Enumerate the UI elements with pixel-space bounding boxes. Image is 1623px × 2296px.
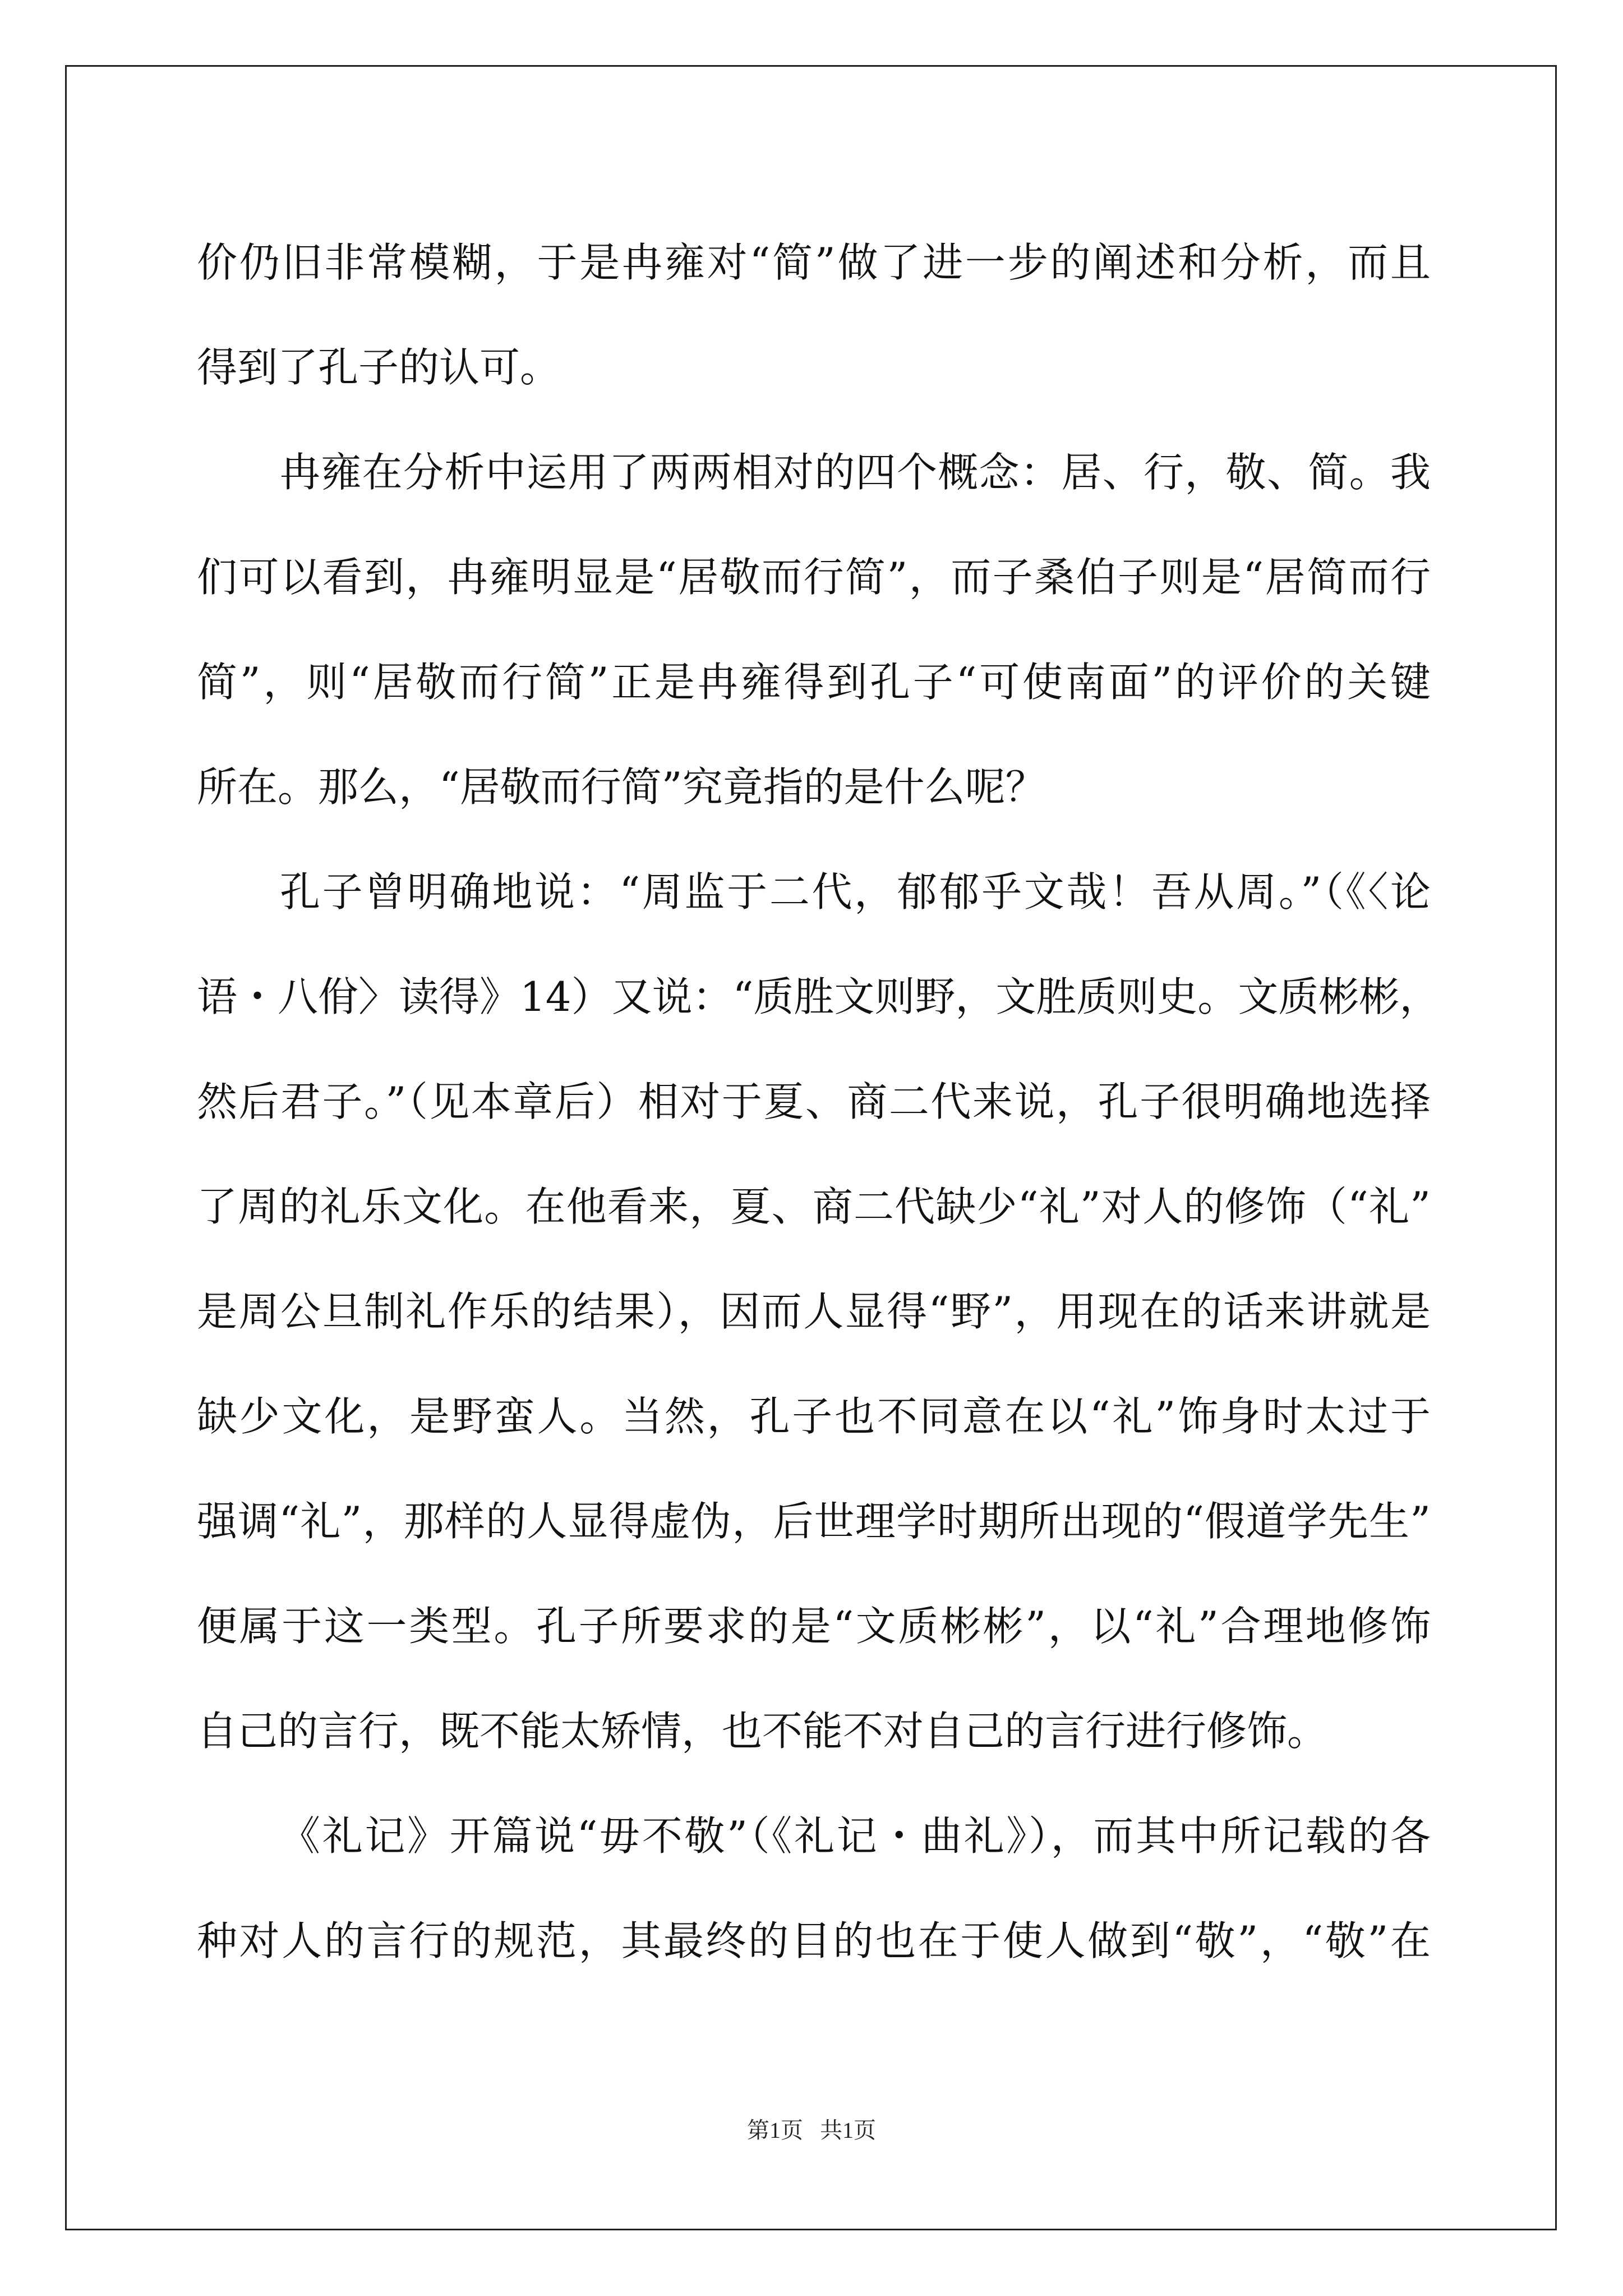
text-line: 便属于这一类型。孔子所要求的是“文质彬彬”，以“礼”合理地修饰 [197,1603,1431,1650]
text-line: 是周公旦制礼作乐的结果），因而人显得“野”，用现在的话来讲就是 [197,1288,1431,1335]
text-line: 了周的礼乐文化。在他看来，夏、商二代缺少“礼”对人的修饰（“礼” [197,1183,1431,1230]
text-line: 得到了孔子的认可。 [197,344,561,391]
page-number: 第1页 [747,2118,803,2143]
body-text [197,210,1440,1994]
text-line: 价仍旧非常模糊，于是冉雍对“简”做了进一步的阐述和分析，而且 [197,239,1431,286]
text-line: 语・八佾〉读得》14）又说：“质胜文则野，文胜质则史。文质彬彬， [197,973,1440,1020]
text-line: 种对人的言行的规范，其最终的目的也在于使人做到“敬”，“敬”在 [197,1917,1431,1964]
text-line: 《礼记》开篇说“毋不敬”（《礼记・曲礼》），而其中所记载的各 [280,1812,1431,1860]
text-line: 们可以看到，冉雍明显是“居敬而行简”，而子桑伯子则是“居简而行 [197,554,1431,601]
text-line: 冉雍在分析中运用了两两相对的四个概念：居、行，敬、简。我 [280,449,1431,496]
page-total: 共1页 [820,2118,876,2143]
text-line: 所在。那么，“居敬而行简”究竟指的是什么呢？ [197,763,1046,811]
text-line: 然后君子。”（见本章后）相对于夏、商二代来说，孔子很明确地选择 [197,1078,1431,1125]
text-line: 自己的言行，既不能太矫情，也不能不对自己的言行进行修饰。 [197,1708,1328,1755]
text-line: 孔子曾明确地说：“周监于二代，郁郁乎文哉！吾从周。”（《〈论 [280,868,1431,915]
text-line: 简”，则“居敬而行简”正是冉雍得到孔子“可使南面”的评价的关键 [197,659,1431,706]
page-footer [0,2114,1623,2147]
text-line: 缺少文化，是野蛮人。当然，孔子也不同意在以“礼”饰身时太过于 [197,1393,1431,1440]
text-line: 强调“礼”，那样的人显得虚伪，后世理学时期所出现的“假道学先生” [197,1498,1431,1545]
